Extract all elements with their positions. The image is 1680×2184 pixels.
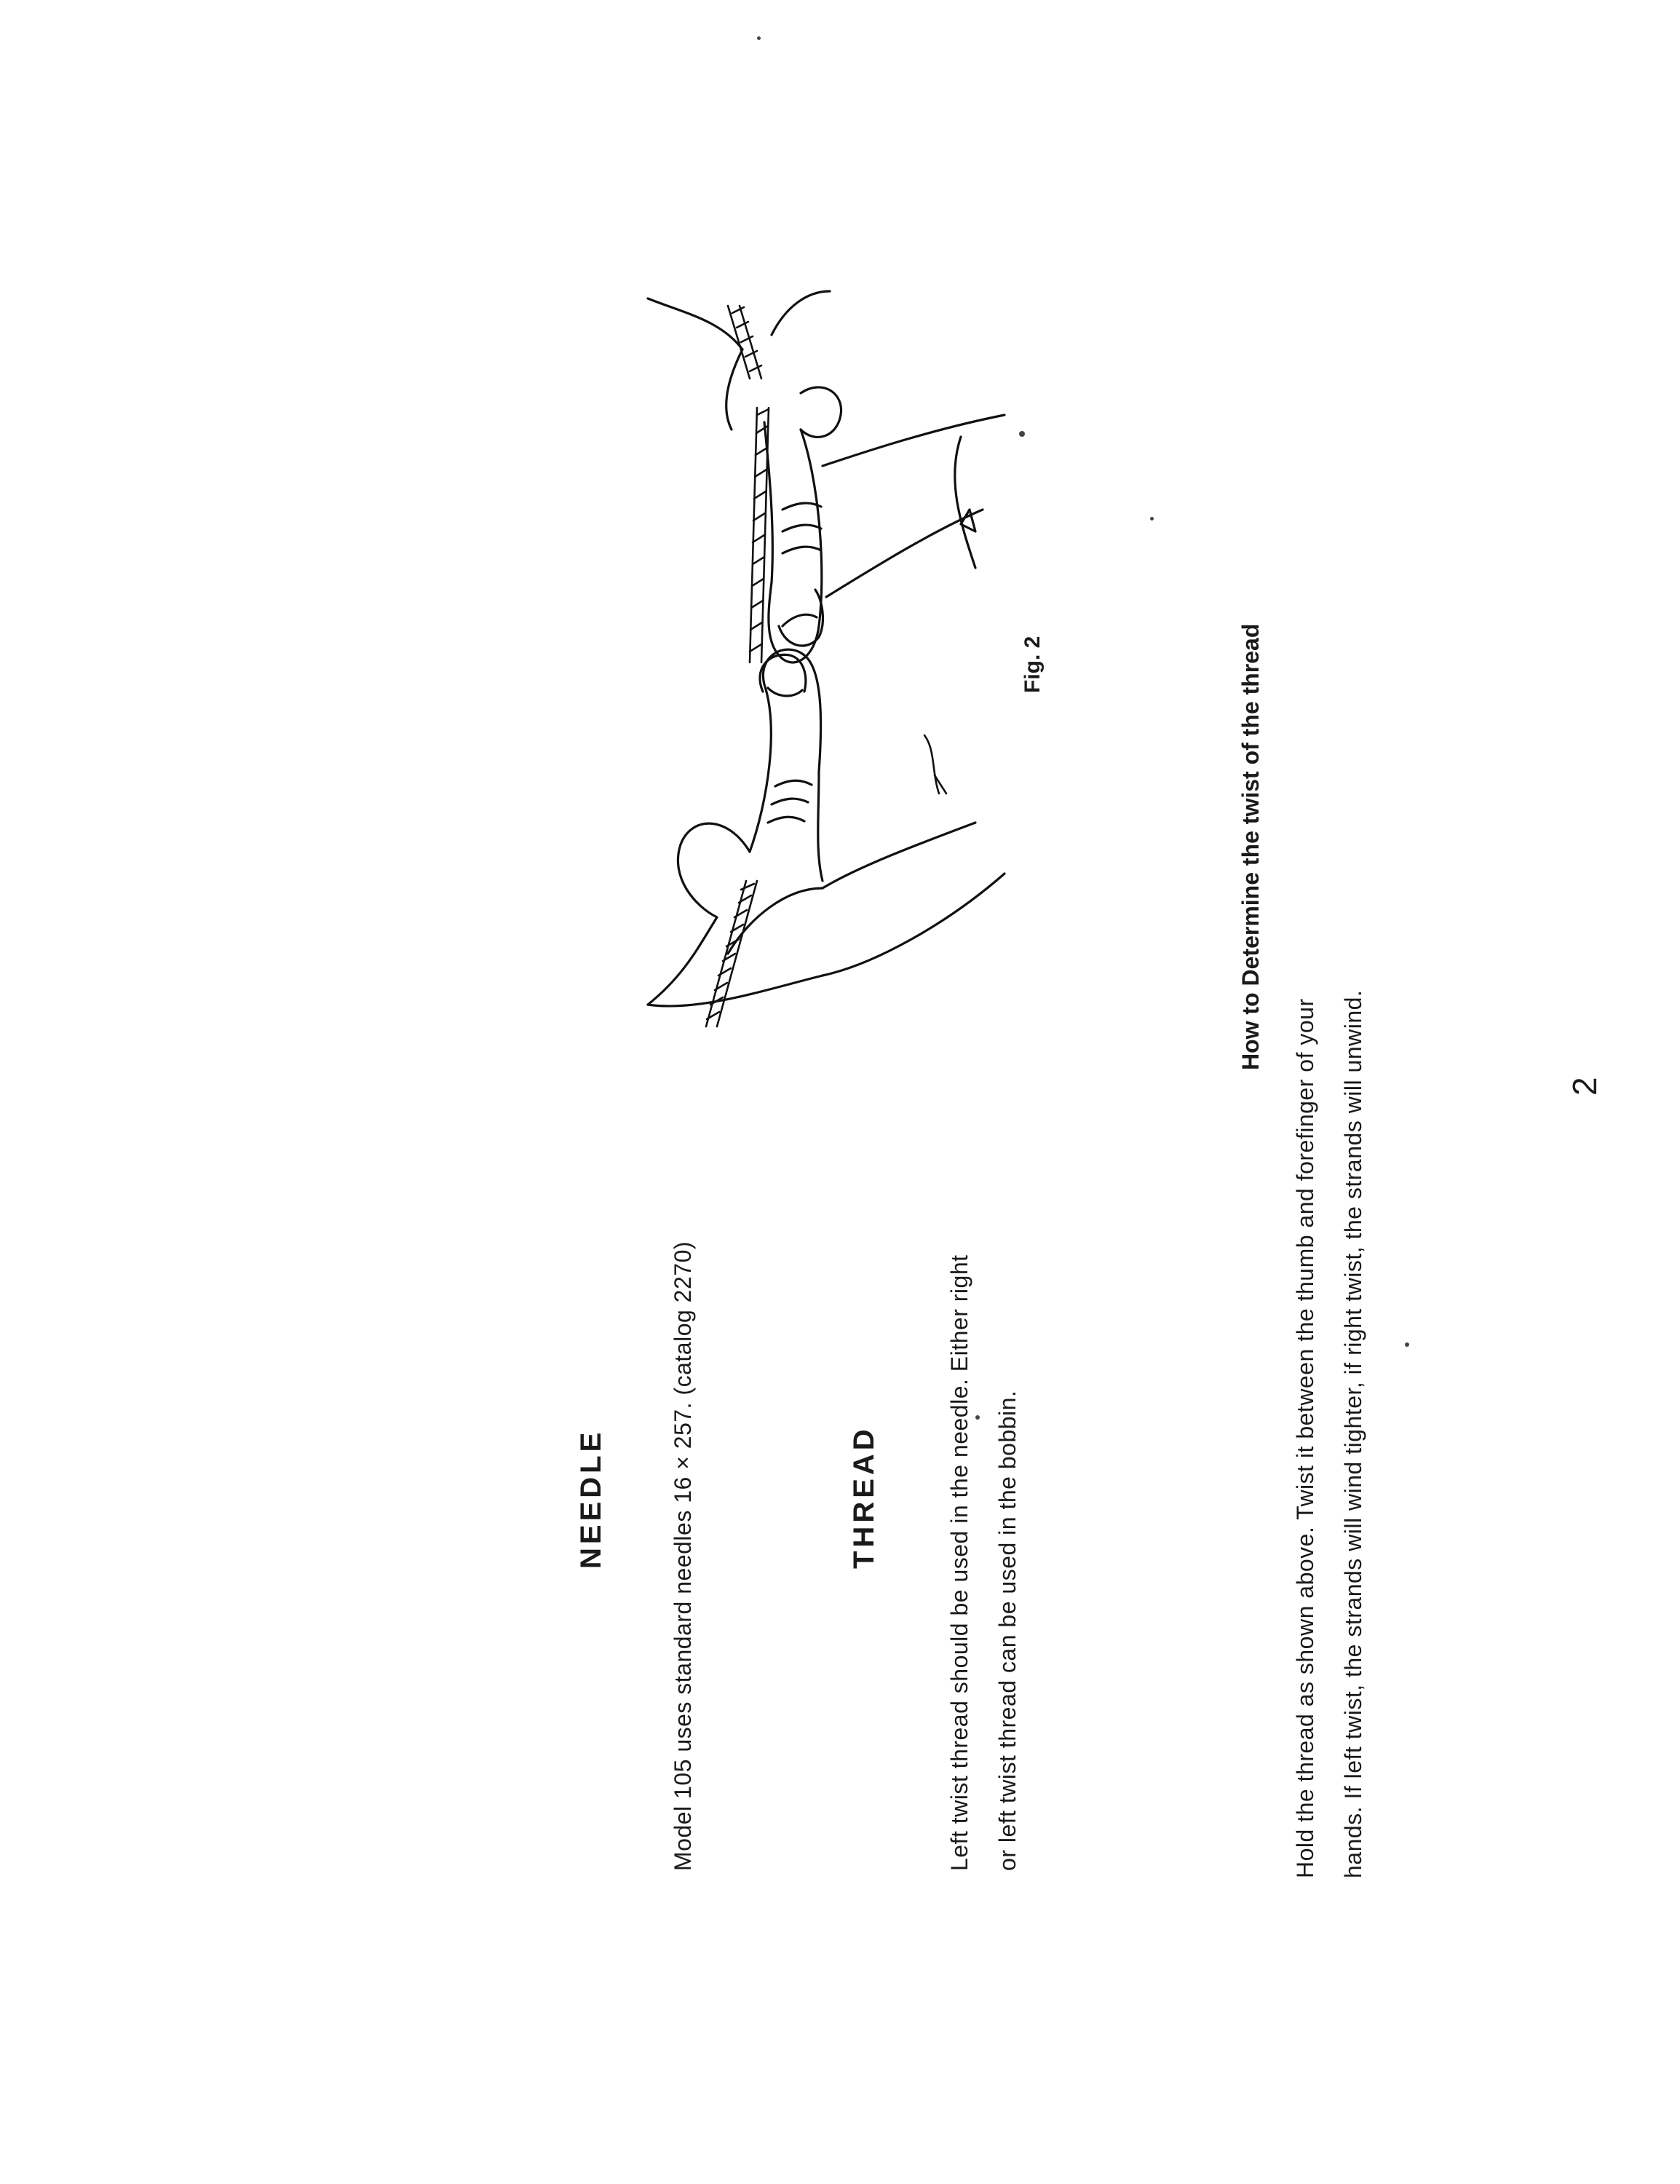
twist-heading: How to Determine the twist of the thread [1237,623,1264,1070]
hands-twisting-thread-illustration [641,284,1026,1034]
twist-text-line-1: Hold the thread as shown above. Twist it between the thumb and forefinger of your [1292,998,1318,1878]
twist-text-line-2: hands. If left twist, the strands will wind tighter, if right twist, the strands will unwind. [1340,989,1366,1878]
needle-heading: NEEDLE [575,1428,607,1569]
needle-text: Model 105 uses standard needles 16 × 257. (catalog 2270) [670,1241,696,1871]
scan-speck [757,36,761,40]
figure-caption: Fig. 2 [1021,636,1045,693]
scan-speck [1405,1342,1409,1347]
thread-twist-figure [641,284,1026,1034]
page-number: 2 [1566,1077,1604,1096]
scan-speck [1019,431,1025,437]
scan-speck [975,1415,980,1420]
thread-text-line-2: or left twist thread can be used in the bobbin. [994,1390,1021,1871]
thread-heading: THREAD [848,1425,880,1569]
scan-speck [1150,517,1154,521]
thread-text-line-1: Left twist thread should be used in the needle. Either right [946,1254,972,1871]
